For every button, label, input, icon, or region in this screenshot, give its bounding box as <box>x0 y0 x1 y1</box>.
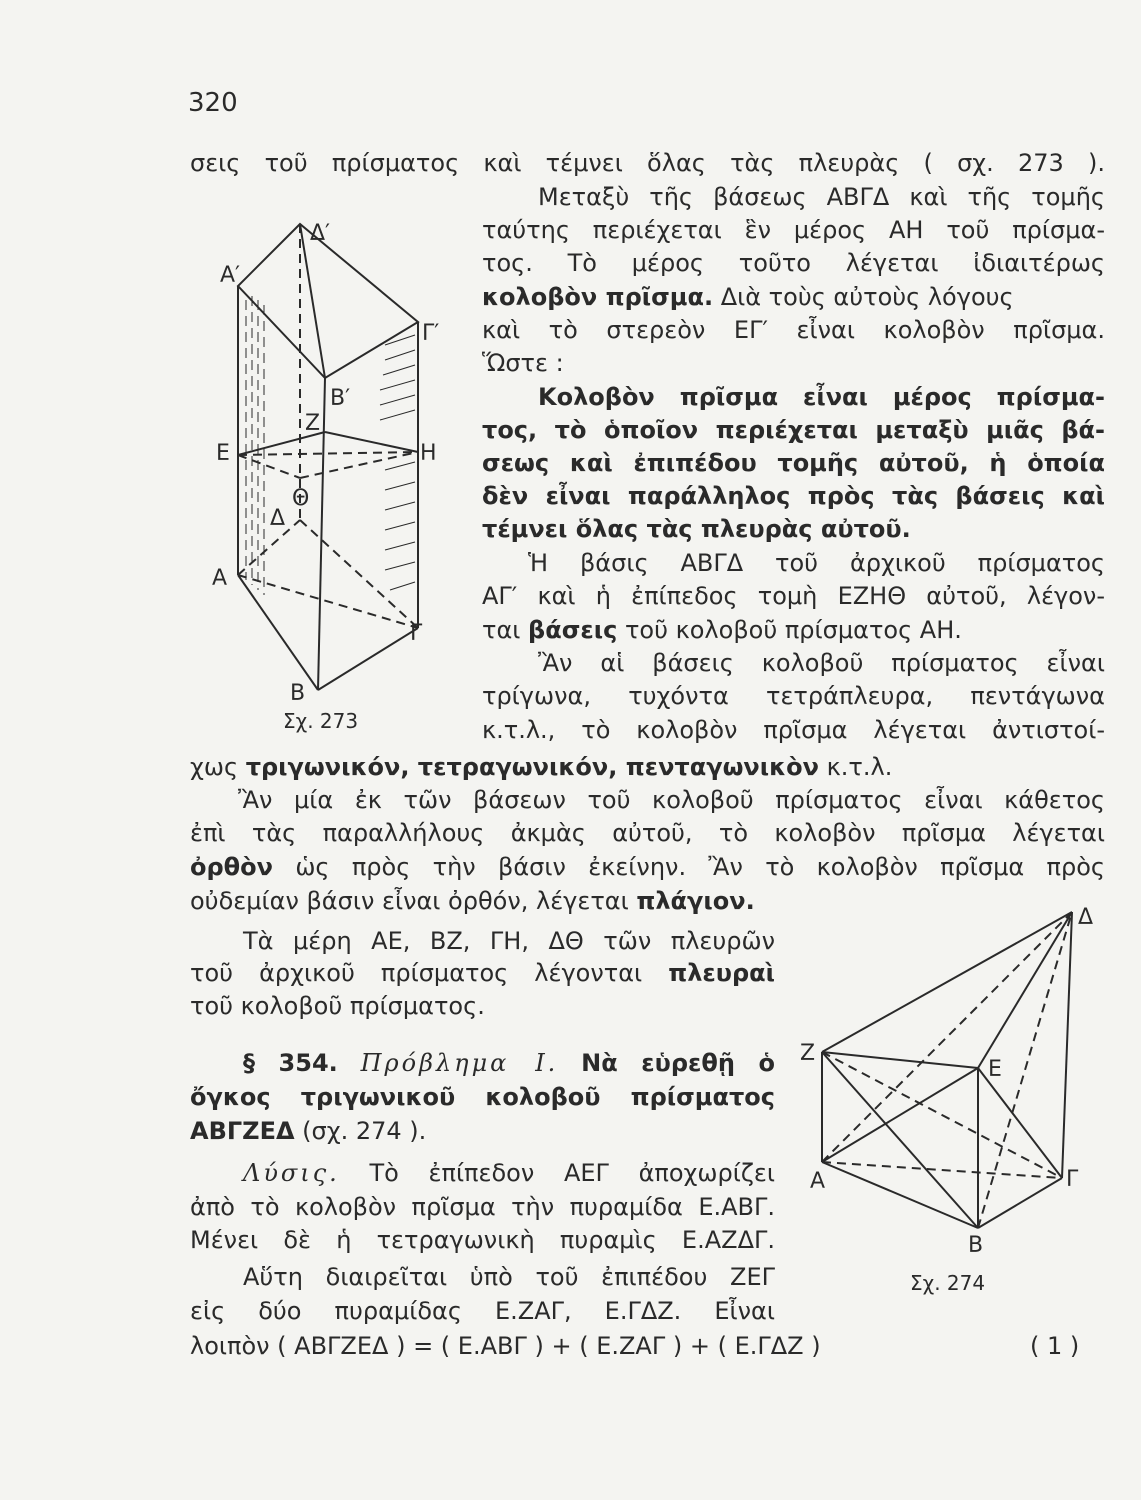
fig274-label-G: Γ <box>1066 1167 1079 1192</box>
text-line: Μένει δὲ ἡ τετραγωνικὴ πυραμὶς Ε.ΑΖΔΓ. <box>190 1226 775 1254</box>
text-span: Διὰ τοὺς αὐτοὺς λόγους <box>713 283 1014 311</box>
text-span: ὡς πρὸς τὴν βάσιν ἐκείνην. Ἂν τὸ κολοβὸν πρῖσμα πρὸς <box>273 853 1105 881</box>
fig274-caption: Σχ. 274 <box>910 1271 986 1295</box>
text-span: (σχ. 274 ). <box>294 1117 427 1145</box>
fig273-label-D1: Δ′ <box>310 221 331 246</box>
fig273-label-A1: Α′ <box>220 263 241 288</box>
page-number: 320 <box>188 88 238 118</box>
section-number: § 354. <box>243 1049 338 1077</box>
text-line: τρίγωνα, τυχόντα τετράπλευρα, πεντάγωνα <box>482 682 1105 710</box>
fig273-label-G1: Γ′ <box>422 321 440 346</box>
equation-number: ( 1 ) <box>1030 1332 1080 1360</box>
term-bold: πλευραὶ <box>668 959 775 987</box>
text-span: τοῦ κολοβοῦ πρίσματος ΑΗ. <box>617 616 962 644</box>
text-span: οὐδεμίαν βάσιν εἶναι ὀρθόν, λέγεται <box>190 887 637 915</box>
solution-label: Λύσις. <box>243 1159 340 1187</box>
text-line: Ἡ βάσις ΑΒΓΔ τοῦ ἀρχικοῦ πρίσματος <box>528 549 1105 577</box>
text-span: χως <box>190 753 246 781</box>
text-line: Ἂν αἱ βάσεις κολοβοῦ πρίσματος εἶναι <box>538 649 1105 677</box>
fig273-label-B: Β <box>290 681 306 706</box>
term-bold: Νὰ εὑρεθῇ ὁ <box>581 1049 775 1077</box>
term-bold: τριγωνικόν, τετραγωνικόν, πενταγωνικὸν <box>245 753 820 781</box>
text-line: τος. Τὸ μέρος τοῦτο λέγεται ἰδιαιτέρως <box>482 249 1105 277</box>
equation-line: λοιπὸν ( ΑΒΓΖΕΔ ) = ( Ε.ΑΒΓ ) + ( Ε.ΖΑΓ ) + ( Ε.ΓΔΖ ) <box>190 1332 821 1360</box>
fig274-label-B: Β <box>968 1233 984 1258</box>
text-line: ἐπὶ τὰς παραλλήλους ἀκμὰς αὐτοῦ, τὸ κολοβὸν πρῖσμα λέγεται <box>190 819 1105 847</box>
fig273-label-B1: Β′ <box>330 386 351 411</box>
text-span: Τὸ ἐπίπεδον ΑΕΓ ἀποχωρίζει <box>339 1159 775 1187</box>
term-bold: πλάγιον. <box>636 887 755 915</box>
text-line: ταύτης περιέχεται ἓν μέρος ΑΗ τοῦ πρίσμα- <box>482 216 1105 244</box>
definition-line: σεως καὶ ἐπιπέδου τομῆς αὐτοῦ, ἡ ὁποία <box>482 449 1105 477</box>
term-bold: ΑΒΓΖΕΔ <box>190 1117 295 1145</box>
text-line: Ἂν μία ἐκ τῶν βάσεων τοῦ κολοβοῦ πρίσματος εἶναι κάθετος <box>238 786 1105 814</box>
term-bold: ὀρθὸν <box>190 853 273 881</box>
section-heading: ὄγκος τριγωνικοῦ κολοβοῦ πρίσματος <box>190 1083 775 1111</box>
text-line: εἰς δύο πυραμίδας Ε.ΖΑΓ, Ε.ΓΔΖ. Εἶναι <box>190 1297 775 1325</box>
definition-line: τέμνει ὅλας τὰς πλευρὰς αὐτοῦ. <box>482 515 911 543</box>
text-span: ται <box>482 616 529 644</box>
fig273-label-G: Γ <box>410 621 423 646</box>
fig273-label-Z: Ζ <box>305 411 321 436</box>
fig274-label-D: Δ <box>1078 905 1094 930</box>
fig273-label-D: Δ <box>270 506 286 531</box>
term-bold: βάσεις <box>528 616 618 644</box>
text-line: ἀπὸ τὸ κολοβὸν πρῖσμα τὴν πυραμίδα Ε.ΑΒΓ. <box>190 1193 775 1221</box>
fig274-label-E: Ε <box>988 1057 1002 1082</box>
fig273-label-A: Α <box>212 566 228 591</box>
problem-title: Πρόβλημα Ι. <box>360 1049 559 1077</box>
term-bold: κολοβὸν πρῖσμα. <box>482 283 714 311</box>
text-span: τοῦ ἀρχικοῦ πρίσματος λέγονται <box>190 959 669 987</box>
text-line: Ὥστε : <box>482 349 564 377</box>
text-line: τοῦ κολοβοῦ πρίσματος. <box>190 992 485 1020</box>
definition-line: Κολοβὸν πρῖσμα εἶναι μέρος πρίσμα- <box>538 383 1105 411</box>
text-line: Μεταξὺ τῆς βάσεως ΑΒΓΔ καὶ τῆς τομῆς <box>538 183 1105 211</box>
fig273-label-E: Ε <box>216 441 230 466</box>
text-line: Τὰ μέρη ΑΕ, ΒΖ, ΓΗ, ΔΘ τῶν πλευρῶν <box>243 927 775 955</box>
text-line: ΑΓ′ καὶ ἡ ἐπίπεδος τομὴ ΕΖΗΘ αὐτοῦ, λέγον- <box>482 582 1105 610</box>
fig273-caption: Σχ. 273 <box>283 709 359 733</box>
text-line: κ.τ.λ., τὸ κολοβὸν πρῖσμα λέγεται ἀντιστοί- <box>482 716 1105 744</box>
definition-line: δὲν εἶναι παράλληλος πρὸς τὰς βάσεις καὶ <box>482 482 1105 510</box>
fig273-label-H: Η <box>420 441 437 466</box>
fig274-label-Z: Ζ <box>800 1041 816 1066</box>
definition-line: τος, τὸ ὁποῖον περιέχεται μεταξὺ μιᾶς βά- <box>482 416 1105 444</box>
text-line: Αὕτη διαιρεῖται ὑπὸ τοῦ ἐπιπέδου ΖΕΓ <box>243 1263 775 1291</box>
text-line: καὶ τὸ στερεὸν ΕΓ′ εἶναι κολοβὸν πρῖσμα. <box>482 316 1105 344</box>
text-span: κ.τ.λ. <box>819 753 893 781</box>
text-line: σεις τοῦ πρίσματος καὶ τέμνει ὅλας τὰς πλευρὰς ( σχ. 273 ). <box>190 149 1105 177</box>
fig273-label-TH: Θ <box>292 486 310 511</box>
fig274-label-A: Α <box>810 1169 826 1194</box>
